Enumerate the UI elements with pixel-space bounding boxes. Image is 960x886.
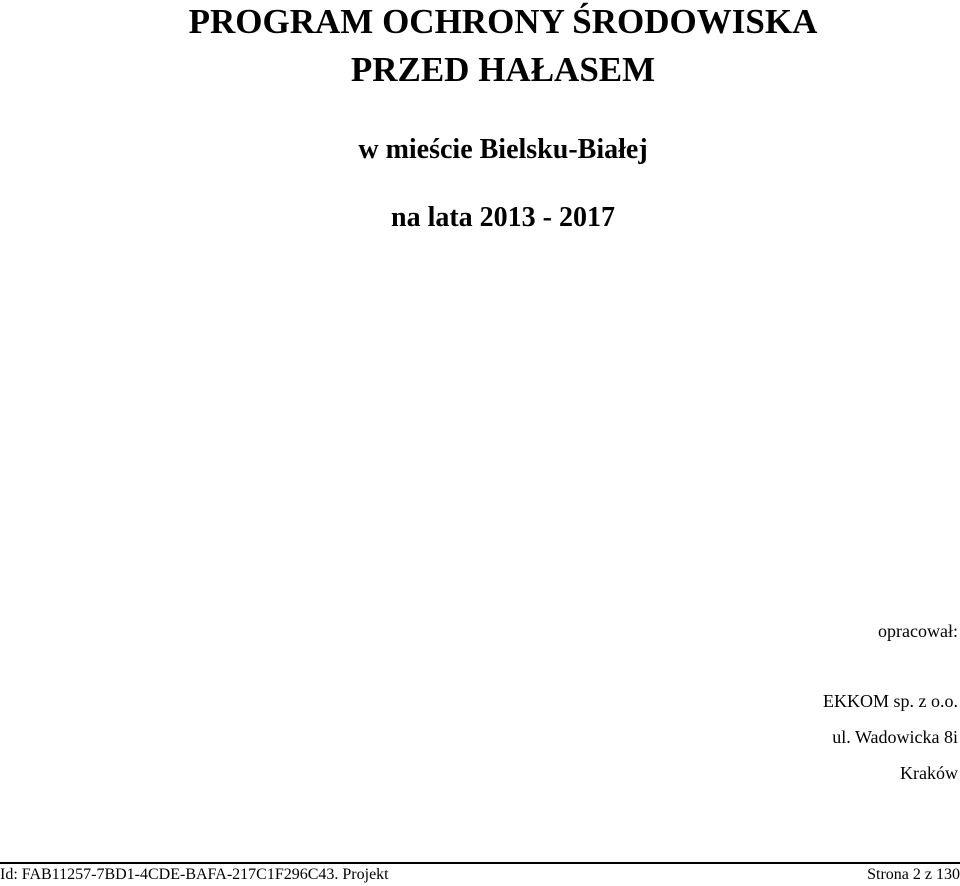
footer-divider: [0, 862, 960, 864]
document-subtitle-city: w mieście Bielsku-Białej: [358, 134, 648, 165]
footer-page-number: Strona 2 z 130: [867, 866, 960, 883]
document-title-line-2: PRZED HAŁASEM: [350, 50, 656, 89]
author-street: ul. Wadowicka 8i: [832, 727, 958, 747]
document-title-line-1: PROGRAM OCHRONY ŚRODOWISKA: [188, 2, 818, 41]
document-subtitle-years: na lata 2013 - 2017: [391, 202, 615, 233]
author-label: opracował:: [878, 621, 958, 641]
author-company: EKKOM sp. z o.o.: [823, 691, 958, 711]
footer-document-id: Id: FAB11257-7BD1-4CDE-BAFA-217C1F296C43. Projekt: [0, 866, 389, 883]
author-city: Kraków: [900, 763, 958, 783]
